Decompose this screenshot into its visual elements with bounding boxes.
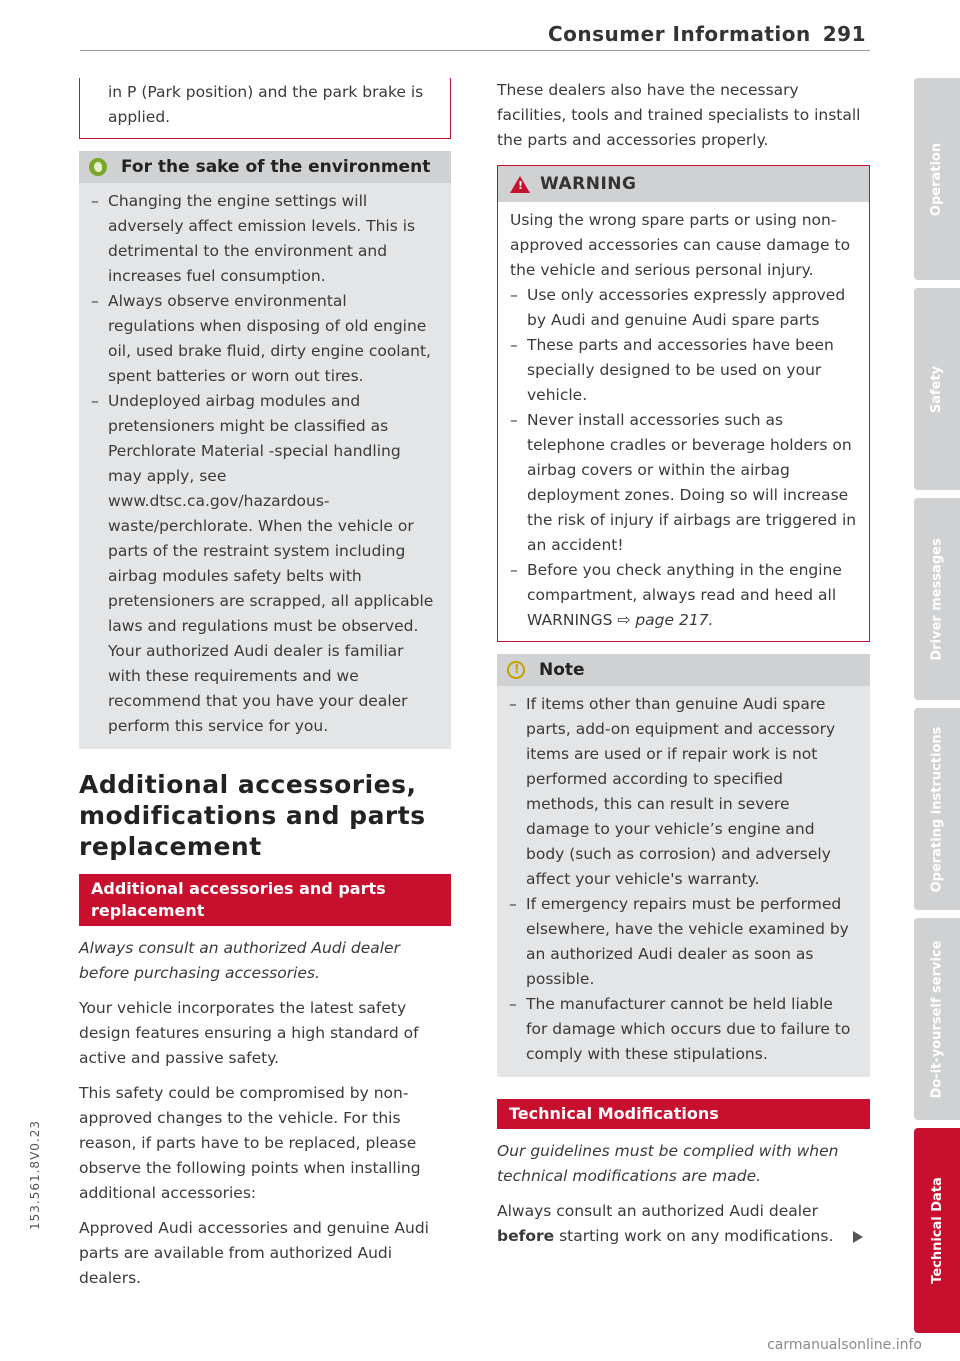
left-column — [79, 78, 451, 1291]
warning-body — [498, 202, 869, 641]
environment-body — [79, 183, 451, 749]
section-title: Additional accessories, modifications and parts replacement — [79, 770, 426, 861]
tab-do-it-yourself-service[interactable] — [914, 918, 960, 1120]
list-item: – If emergency repairs must be performed elsewhere, have the vehicle examined by an authorized Audi dealer as soon as possible. — [509, 892, 856, 992]
tab-operation[interactable] — [914, 78, 960, 280]
right-column — [497, 78, 870, 1249]
header-title: Consumer Information — [548, 22, 811, 46]
bold-text: before — [497, 1227, 555, 1245]
continued-note-box — [79, 78, 451, 139]
note-list — [509, 692, 856, 1067]
paragraph-text: Always consult an authorized Audi dealer — [497, 1202, 818, 1220]
tab-label: Operation — [929, 142, 945, 216]
list-item — [510, 558, 857, 633]
tab-driver-messages[interactable] — [914, 498, 960, 700]
document-code: 153.561.8V0.23 — [28, 1120, 42, 1230]
note-body — [497, 686, 870, 1077]
warning-header — [498, 166, 869, 202]
tab-label: Operating instructions — [929, 726, 945, 892]
list-item: – If items other than genuine Audi spare parts, add-on equipment and accessory items are used or if repair work is not performed according to specified methods, this can result in severe damage to your vehicle’s engine and body (such as corrosion) and adversely affect your vehicle's warranty. — [509, 692, 856, 892]
continued-text: in P (Park position) and the park brake is applied. — [108, 83, 424, 126]
tab-label: Driver messages — [929, 537, 945, 661]
intro-text: Always consult an authorized Audi dealer before purchasing accessories. — [79, 939, 400, 982]
tab-label: Safety — [929, 365, 945, 413]
page-number: 291 — [822, 22, 866, 46]
continue-arrow-icon — [853, 1231, 863, 1243]
page-reference-link[interactable]: ⇨ page 217. — [617, 611, 714, 629]
warning-title: WARNING — [540, 174, 637, 194]
list-item: – These parts and accessories have been specially designed to be used on your vehicle. — [510, 333, 857, 408]
list-item-text: Before you check anything in the engine compartment, always read and heed all WARNINGS — [527, 561, 842, 629]
paragraph — [497, 1199, 870, 1249]
note-box — [497, 654, 870, 1077]
tab-operating-instructions[interactable] — [914, 708, 960, 910]
list-item: – The manufacturer cannot be held liable for damage which occurs due to failure to comply with these stipulations. — [509, 992, 856, 1067]
environment-list — [91, 189, 437, 739]
note-header — [497, 654, 870, 686]
subsection-bar: Additional accessories and parts replacement — [79, 874, 451, 926]
environment-icon — [89, 158, 107, 176]
tab-technical-data[interactable] — [914, 1128, 960, 1333]
technical-modifications-bar: Technical Modifications — [497, 1099, 870, 1129]
paragraph: This safety could be compromised by non-approved changes to the vehicle. For this reason, if parts have to be replaced, please observe the following points when installing additional accessories: — [79, 1084, 421, 1202]
paragraph: Approved Audi accessories and genuine Audi parts are available from authorized Audi dealers. — [79, 1219, 429, 1287]
warning-text: Using the wrong spare parts or using non-approved accessories can cause damage to the vehicle and serious personal injury. — [510, 211, 851, 279]
paragraph: Your vehicle incorporates the latest safety design features ensuring a high standard of active and passive safety. — [79, 999, 419, 1067]
warning-triangle-icon — [510, 176, 530, 193]
list-item: – Always observe environmental regulations when disposing of old engine oil, used brake fluid, dirty engine coolant, spent batteries or worn out tires. — [91, 289, 437, 389]
page-header — [0, 22, 866, 46]
list-item: – Use only accessories expressly approved by Audi and genuine Audi spare parts — [510, 283, 857, 333]
warning-box — [497, 165, 870, 642]
tab-label: Technical Data — [929, 1177, 945, 1284]
warning-list — [510, 283, 857, 633]
paragraph: These dealers also have the necessary facilities, tools and trained specialists to install the parts and accessories properly. — [497, 81, 861, 149]
environment-box — [79, 151, 451, 749]
paragraph-text: starting work on any modifications. — [559, 1227, 834, 1245]
environment-header — [79, 151, 451, 183]
list-item: – Changing the engine settings will adversely affect emission levels. This is detrimental to the environment and increases fuel consumption. — [91, 189, 437, 289]
note-icon — [507, 661, 525, 679]
note-title: Note — [539, 660, 585, 680]
intro-text: Our guidelines must be complied with when technical modifications are made. — [497, 1142, 839, 1185]
list-item: – Undeployed airbag modules and pretensioners might be classified as Perchlorate Material -special handling may apply, see www.dtsc.ca.gov/hazardous-waste/perchlorate. When the vehicle or parts of the restraint system including airbag modules safety belts with pretensioners are scrapped, all applicable laws and regulations must be observed. Your authorized Audi dealer is familiar with these requirements and we recommend that you have your dealer perform this service for you. — [91, 389, 437, 739]
environment-title: For the sake of the environment — [121, 157, 431, 177]
list-item: – Never install accessories such as telephone cradles or beverage holders on airbag covers or within the airbag deployment zones. Doing so will increase the risk of injury if airbags are triggered in an accident! — [510, 408, 857, 558]
tab-safety[interactable] — [914, 288, 960, 490]
header-divider — [80, 50, 870, 51]
tab-label: Do-it-yourself service — [929, 940, 945, 1098]
watermark: carmanualsonline.info — [767, 1337, 922, 1353]
